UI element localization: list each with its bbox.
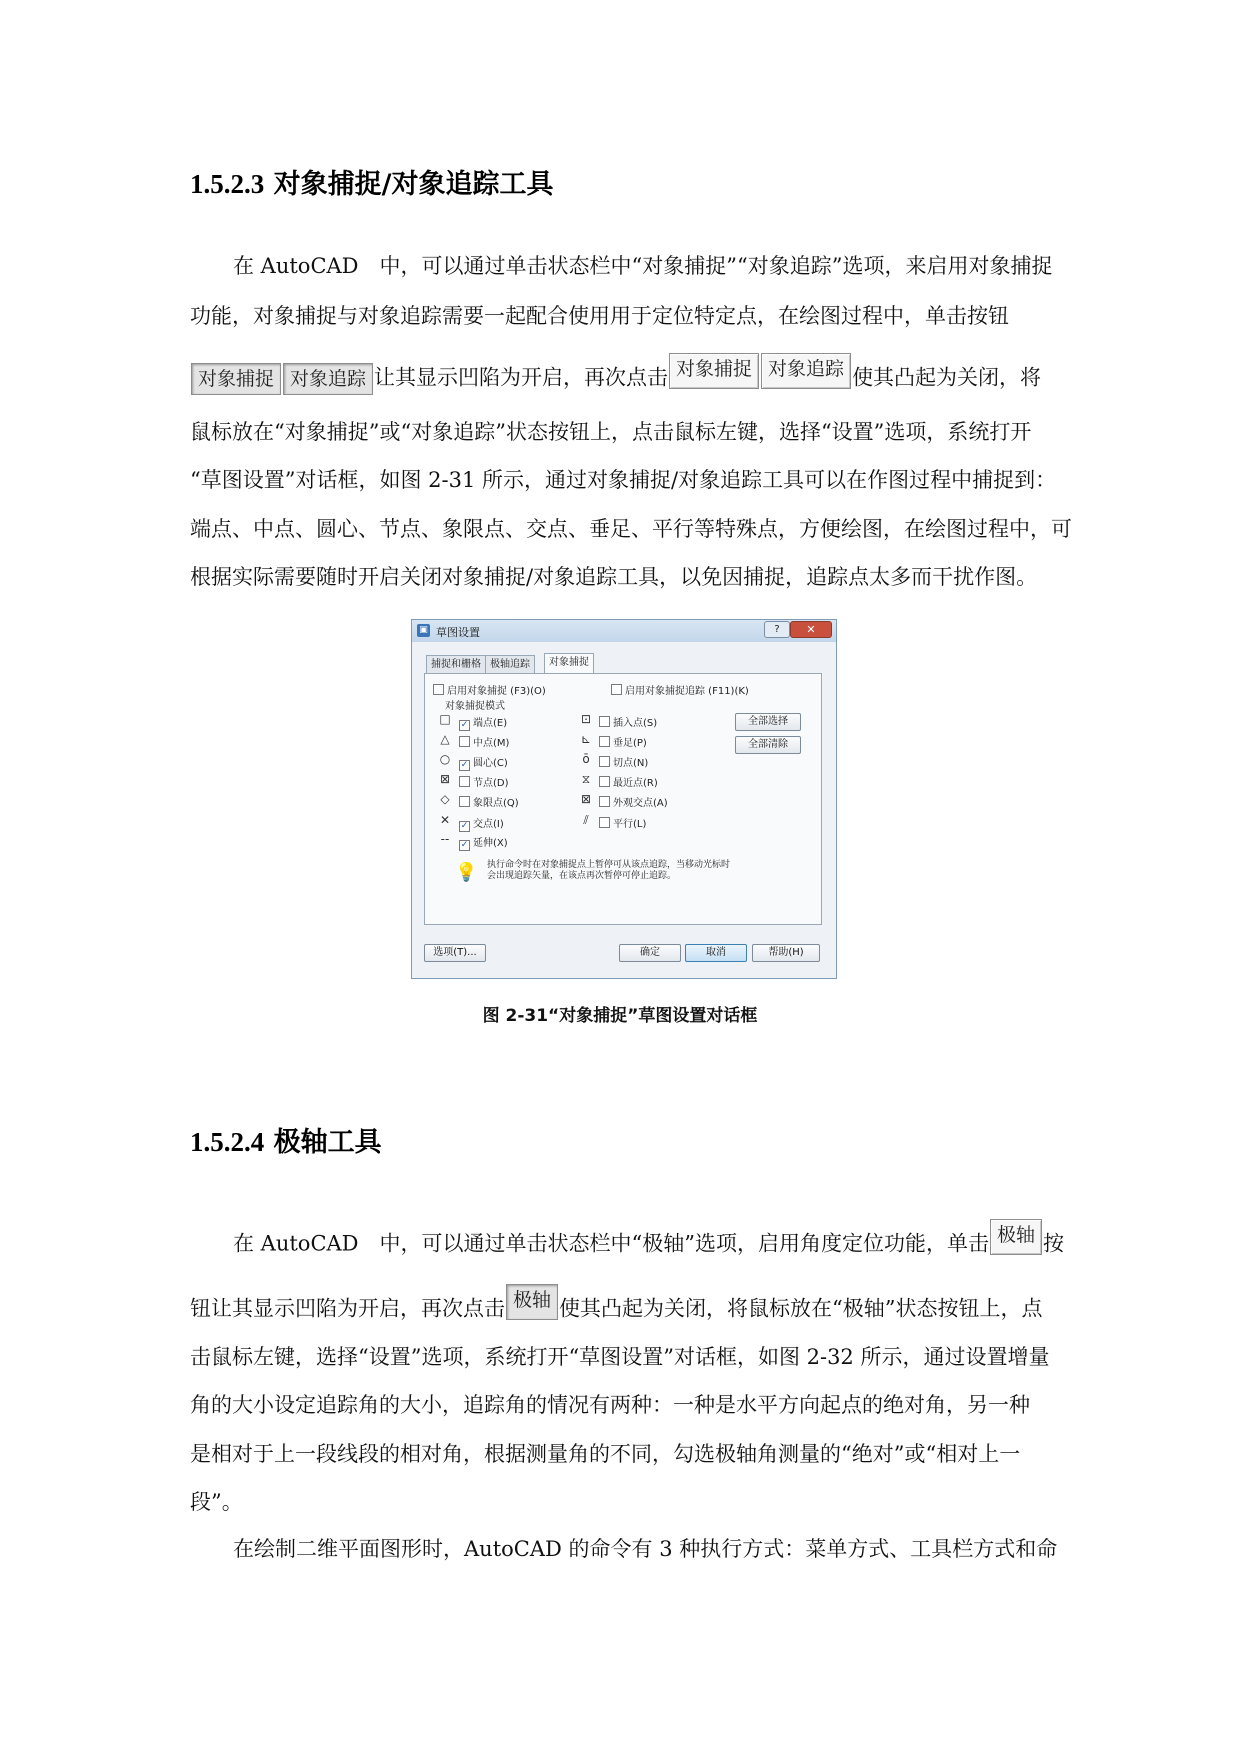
nearest-marker-icon: ⧖ (581, 772, 591, 786)
options-button[interactable]: 选项(T)... (424, 944, 486, 962)
mode-quadrant[interactable] (459, 794, 519, 809)
section-number: 1.5.2.3 (190, 169, 265, 199)
paragraph-text: 在 AutoCAD 中，可以通过单击状态栏中“极轴”选项，启用角度定位功能，单击 (233, 1231, 989, 1256)
parallel-marker-icon: ⫽ (583, 813, 589, 827)
checkbox[interactable] (599, 817, 610, 828)
checkbox[interactable] (433, 684, 444, 695)
osnap-status-button-pressed[interactable]: 对象捕捉 (191, 363, 281, 395)
checkbox[interactable] (599, 756, 610, 767)
paragraph-line: 功能，对象捕捉与对象追踪需要一起配合使用用于定位特定点，在绘图过程中，单击按钮 (190, 304, 1009, 328)
insertion-marker-icon: ⊡ (580, 712, 592, 726)
checkbox-checked[interactable]: ✓ (460, 840, 469, 850)
mode-label: 插入点(S) (613, 718, 658, 729)
paragraph-text: 让其显示凹陷为开启，再次点击 (374, 365, 669, 390)
midpoint-marker-icon: △ (440, 732, 450, 746)
extension-marker-icon: -- (440, 832, 450, 846)
node-marker-icon: ⊠ (439, 772, 451, 786)
hint-text (487, 860, 730, 882)
mode-label: 象限点(Q) (473, 798, 519, 809)
mode-intersection[interactable] (459, 815, 504, 832)
lightbulb-icon: 💡 (455, 862, 478, 883)
paragraph-line: “草图设置”对话框，如图 2-31 所示，通过对象捕捉/对象追踪工具可以在作图过程中捕捉到： (190, 468, 1057, 492)
mode-label: 圆心(C) (473, 758, 508, 769)
mode-insertion[interactable] (599, 714, 657, 729)
checkbox-label: 启用对象捕捉追踪 (F11)(K) (625, 686, 749, 697)
quadrant-marker-icon: ◇ (440, 792, 450, 806)
section-title: 对象捕捉/对象追踪工具 (273, 169, 554, 200)
mode-label: 平行(L) (613, 819, 647, 830)
mode-label: 垂足(P) (613, 738, 647, 749)
otrack-status-button-raised[interactable]: 对象追踪 (761, 353, 851, 389)
help-button[interactable]: 帮助(H) (752, 944, 820, 962)
section-title: 极轴工具 (273, 1127, 382, 1158)
paragraph-line: 角的大小设定追踪角的大小，追踪角的情况有两种：一种是水平方向起点的绝对角，另一种 (190, 1393, 1030, 1417)
checkbox[interactable] (611, 684, 622, 695)
paragraph-line: 击鼠标左键，选择“设置”选项，系统打开“草图设置”对话框，如图 2-32 所示，通过设置增量 (190, 1345, 1050, 1369)
mode-parallel[interactable] (599, 815, 646, 830)
tangent-marker-icon: ō (582, 752, 590, 766)
polar-status-button-raised[interactable]: 极轴 (990, 1219, 1042, 1255)
select-all-button[interactable]: 全部选择 (735, 713, 801, 731)
paragraph-line: 根据实际需要随时开启关闭对象捕捉/对象追踪工具，以免因捕捉，追踪点太多而干扰作图。 (190, 565, 1038, 589)
mode-nearest[interactable] (599, 774, 658, 789)
paragraph-text: 使其凸起为关闭，将 (852, 365, 1042, 390)
snap-modes-group-label: 对象捕捉模式 (445, 701, 505, 712)
paragraph-text: 使其凸起为关闭，将鼠标放在“极轴”状态按钮上，点 (559, 1296, 1043, 1321)
paragraph-line-with-button (233, 1224, 1103, 1263)
mode-label: 节点(D) (473, 778, 509, 789)
checkbox-checked[interactable]: ✓ (460, 821, 469, 831)
endpoint-marker-icon: □ (439, 712, 451, 726)
figure-caption: 图 2-31“对象捕捉”草图设置对话框 (482, 1006, 758, 1026)
cancel-button[interactable]: 取消 (685, 944, 747, 962)
checkbox[interactable] (599, 796, 610, 807)
paragraph-line: 在 AutoCAD 中，可以通过单击状态栏中“对象捕捉”“对象追踪”选项，来启用对象捕捉 (233, 254, 1053, 278)
mode-apparent-intersection[interactable] (599, 794, 668, 809)
hint-line: 会出现追踪矢量，在该点再次暂停可停止追踪。 (487, 871, 677, 881)
checkbox[interactable] (459, 736, 470, 747)
apparent-intersection-marker-icon: ⊠ (580, 792, 592, 806)
mode-label: 交点(I) (473, 819, 504, 830)
mode-perpendicular[interactable] (599, 734, 647, 749)
drafting-settings-dialog (411, 619, 837, 979)
checkbox-checked[interactable]: ✓ (460, 720, 469, 730)
mode-node[interactable] (459, 774, 509, 789)
mode-center[interactable] (459, 754, 508, 771)
osnap-status-button-raised[interactable]: 对象捕捉 (669, 353, 759, 389)
object-snap-panel (424, 673, 822, 925)
polar-status-button-pressed[interactable]: 极轴 (506, 1284, 558, 1320)
app-icon: ▣ (417, 624, 430, 637)
mode-label: 延伸(X) (473, 838, 508, 849)
checkbox[interactable] (459, 776, 470, 787)
paragraph-line-with-button (190, 1289, 1060, 1328)
paragraph-line: 在绘制二维平面图形时，AutoCAD 的命令有 3 种执行方式：菜单方式、工具栏方式和命 (233, 1537, 1058, 1561)
mode-tangent[interactable] (599, 754, 648, 769)
paragraph-line-with-buttons (190, 358, 1060, 397)
mode-label: 外观交点(A) (613, 798, 668, 809)
checkbox[interactable] (599, 776, 610, 787)
paragraph-line: 鼠标放在“对象捕捉”或“对象追踪”状态按钮上，点击鼠标左键，选择“设置”选项，系统打开 (190, 420, 1032, 444)
tab-snap-and-grid[interactable]: 捕捉和栅格 (426, 655, 486, 674)
mode-endpoint[interactable] (459, 714, 507, 731)
dialog-titlebar[interactable] (412, 620, 836, 642)
mode-label: 端点(E) (473, 718, 508, 729)
clear-all-button[interactable]: 全部清除 (735, 736, 801, 754)
enable-otrack-checkbox[interactable] (611, 682, 749, 697)
paragraph-text: 钮让其显示凹陷为开启，再次点击 (190, 1296, 505, 1321)
checkbox-label: 启用对象捕捉 (F3)(O) (447, 686, 546, 697)
mode-extension[interactable] (459, 834, 508, 851)
perpendicular-marker-icon: ⊾ (580, 732, 592, 746)
section-heading-1-5-2-4 (190, 1120, 382, 1159)
dialog-title: 草图设置 (436, 626, 480, 639)
mode-label: 最近点(R) (613, 778, 658, 789)
mode-midpoint[interactable] (459, 734, 509, 749)
tab-polar-tracking[interactable]: 极轴追踪 (485, 655, 535, 674)
intersection-marker-icon: ✕ (439, 813, 451, 827)
checkbox-checked[interactable]: ✓ (460, 760, 469, 770)
close-icon[interactable]: ✕ (790, 621, 832, 638)
paragraph-line: 端点、中点、圆心、节点、象限点、交点、垂足、平行等特殊点，方便绘图，在绘图过程中，可 (190, 517, 1072, 541)
paragraph-line: 段”。 (190, 1490, 243, 1514)
ok-button[interactable]: 确定 (619, 944, 681, 962)
section-heading-1-5-2-3 (190, 162, 554, 201)
section-number: 1.5.2.4 (190, 1127, 265, 1157)
checkbox[interactable] (599, 716, 610, 727)
otrack-status-button-pressed[interactable]: 对象追踪 (283, 363, 373, 395)
enable-osnap-checkbox[interactable] (433, 682, 546, 697)
tab-object-snap[interactable]: 对象捕捉 (544, 653, 594, 674)
checkbox[interactable] (459, 796, 470, 807)
paragraph-line: 是相对于上一段线段的相对角，根据测量角的不同，勾选极轴角测量的“绝对”或“相对上一 (190, 1442, 1021, 1466)
checkbox[interactable] (599, 736, 610, 747)
mode-label: 切点(N) (613, 758, 649, 769)
hint-line: 执行命令时在对象捕捉点上暂停可从该点追踪，当移动光标时 (487, 860, 731, 870)
help-icon[interactable]: ? (764, 621, 790, 638)
mode-label: 中点(M) (473, 738, 510, 749)
center-marker-icon: ○ (439, 752, 451, 766)
paragraph-text: 按 (1043, 1231, 1065, 1256)
